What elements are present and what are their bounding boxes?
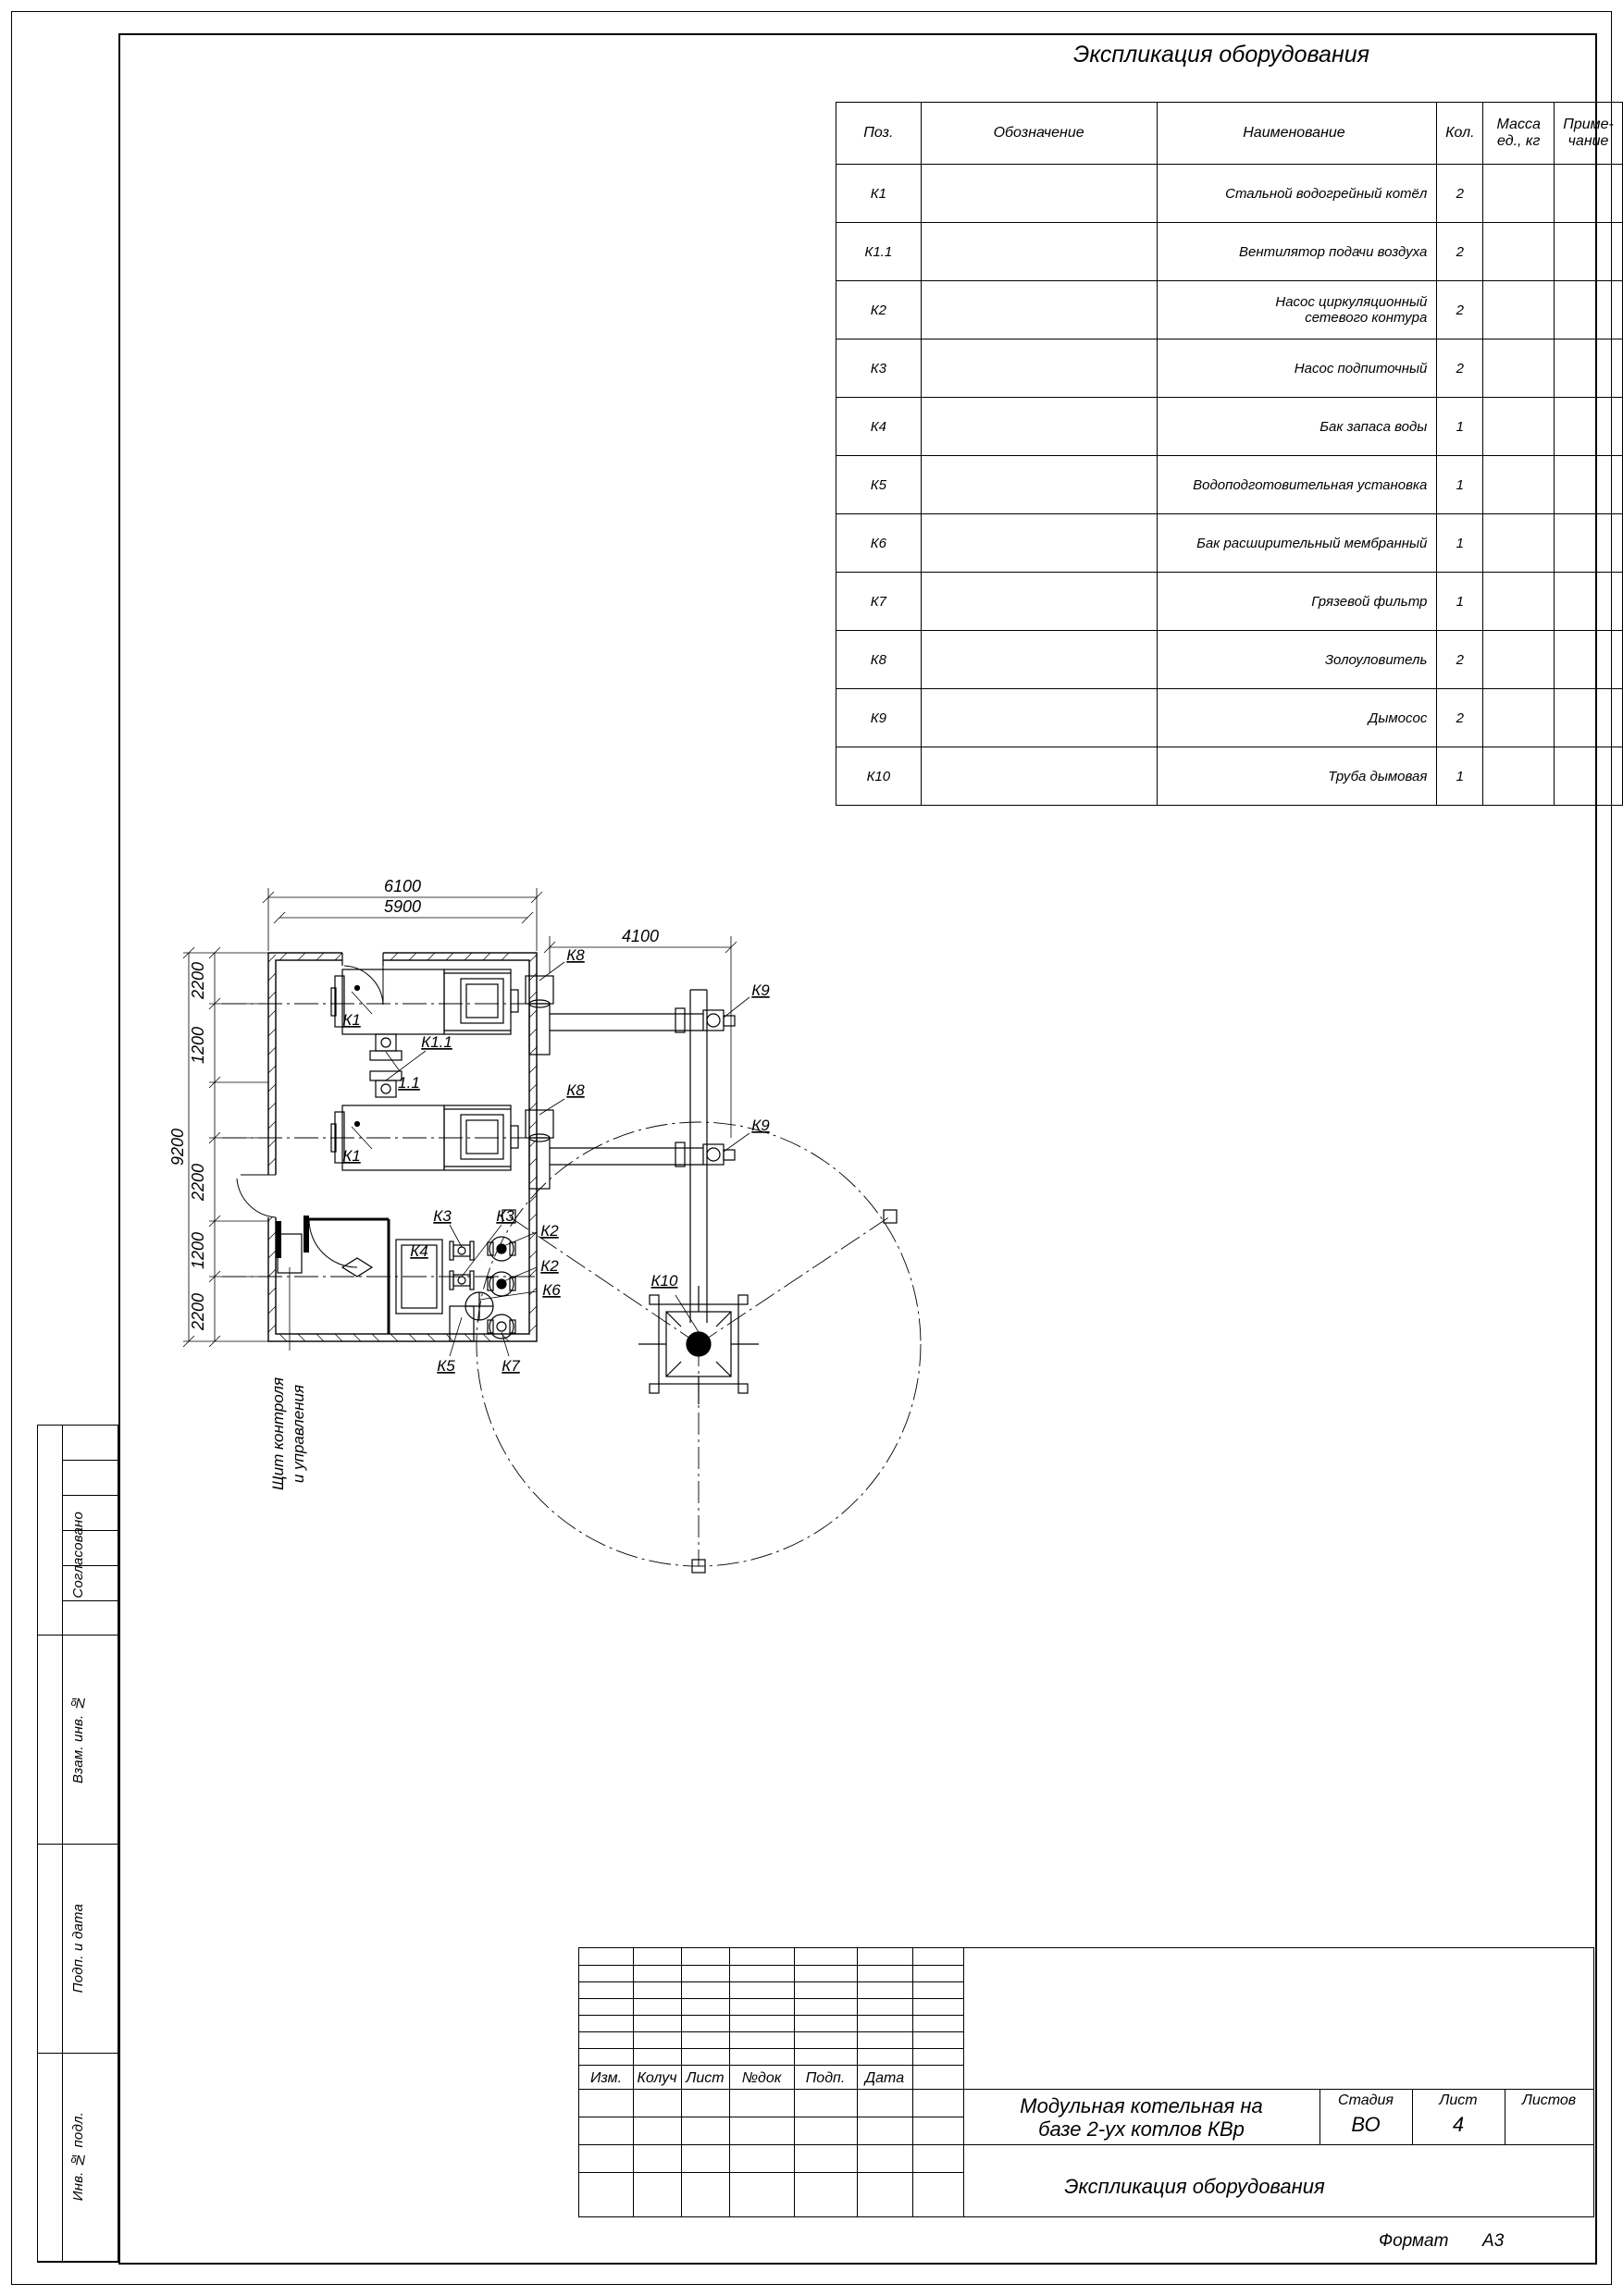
callout-k10: К10 [650,1272,678,1290]
dim-total-left: 9200 [168,1128,187,1167]
cell-mass [1483,456,1555,514]
tb-project-line2: базе 2-ух котлов КВр [1038,2117,1245,2141]
tb-sheet-label: Лист [1439,2092,1478,2108]
callout-k1-bottom: К1 [342,1147,361,1165]
cell-mass [1483,281,1555,339]
plan-svg [168,833,1434,1989]
cell-pos: К5 [836,456,922,514]
tb-col-list: Лист [686,2070,725,2086]
cell-name: Золоуловитель [1157,631,1437,689]
stamp-label-podp-data: Подп. и дата [69,1903,86,1994]
dim-right-span: 4100 [621,927,660,945]
cell-note [1555,281,1623,339]
cell-qty: 1 [1437,456,1483,514]
building-walls [237,951,537,1341]
cell-pos: К6 [836,514,922,573]
callout-k5: К5 [437,1357,455,1375]
cell-name: Вентилятор подачи воздуха [1157,223,1437,281]
tb-doc-name: Экспликация оборудования [1064,2175,1325,2198]
cell-pos: К2 [836,281,922,339]
th-pos: Поз. [836,103,922,165]
callout-k3-b: К3 [496,1207,514,1225]
cell-pos: К1.1 [836,223,922,281]
cell-qty: 1 [1437,573,1483,631]
tb-col-data: Дата [864,2070,905,2086]
cell-qty: 1 [1437,747,1483,806]
tb-col-ndok: №док [741,2070,782,2086]
callout-k2-a: К2 [540,1222,559,1240]
cell-note [1555,514,1623,573]
cell-note [1555,223,1623,281]
tb-col-izm: Изм. [589,2070,623,2086]
dim-top-inner: 5900 [383,897,422,916]
sheet-format [1379,2231,1504,2252]
cell-note [1555,573,1623,631]
axis-lines [222,1004,537,1277]
interior-partition [276,1216,389,1334]
cell-pos: К9 [836,689,922,747]
cell-pos: К3 [836,339,922,398]
equipment-table-title: Экспликация оборудования [1073,42,1369,68]
stamp-label-soglasovano: Согласовано [69,1512,86,1599]
cell-name: Водоподготовительная установка [1157,456,1437,514]
cell-mass [1483,747,1555,806]
table-row [836,223,1623,281]
cell-mass [1483,573,1555,631]
cell-oboz [921,223,1157,281]
cell-name: Дымосос [1157,689,1437,747]
callout-k6: К6 [542,1281,561,1299]
cell-pos: К10 [836,747,922,806]
cell-note [1555,689,1623,747]
cell-qty: 2 [1437,223,1483,281]
table-header-row [836,103,1623,165]
tb-sheet-value: 4 [1452,2113,1465,2136]
table-row [836,456,1623,514]
cell-name: Насос циркуляционный сетевого контура [1157,281,1437,339]
cell-pos: К1 [836,165,922,223]
cell-name: Бак запаса воды [1157,398,1437,456]
table-row [836,747,1623,806]
cell-mass [1483,514,1555,573]
table-row [836,398,1623,456]
stamp-label-vzam-inv: Взам. инв. № [69,1695,86,1784]
cell-name: Стальной водогрейный котёл [1157,165,1437,223]
boiler-house-plan [168,833,1434,1943]
cell-qty: 2 [1437,281,1483,339]
cell-oboz [921,631,1157,689]
tb-stage-label: Стадия [1338,2092,1394,2108]
cell-qty: 2 [1437,339,1483,398]
cell-oboz [921,339,1157,398]
tb-col-kol: Колуч [637,2070,677,2086]
cell-note [1555,631,1623,689]
callout-k8-top: К8 [566,946,585,964]
callout-k8-bottom: К8 [566,1081,585,1099]
cell-qty: 1 [1437,398,1483,456]
table-row [836,689,1623,747]
equipment-table [836,102,1623,806]
cell-note [1555,398,1623,456]
callout-k1-top: К1 [342,1011,361,1029]
cell-oboz [921,398,1157,456]
table-row [836,165,1623,223]
cell-qty: 2 [1437,631,1483,689]
dim-seg-1: 2200 [189,961,207,1000]
format-value: А3 [1482,2231,1505,2251]
cell-oboz [921,689,1157,747]
tb-stage-value: ВО [1351,2113,1381,2136]
cell-note [1555,456,1623,514]
ash-collector-k8-bottom [526,1110,735,1189]
cell-name: Грязевой фильтр [1157,573,1437,631]
cell-oboz [921,514,1157,573]
flue-collector-duct [690,990,707,1323]
cell-oboz [921,165,1157,223]
cell-oboz [921,747,1157,806]
cell-qty: 2 [1437,689,1483,747]
callout-k4: К4 [410,1242,428,1260]
ash-collector-k8-top [526,976,735,1055]
table-row [836,631,1623,689]
equipment-room [278,1234,515,1341]
cell-qty: 1 [1437,514,1483,573]
cell-mass [1483,165,1555,223]
label-control-panel-line2: и управления [290,1384,307,1484]
table-row [836,514,1623,573]
format-label: Формат [1379,2231,1449,2251]
cell-mass [1483,631,1555,689]
left-margin-stamp [37,1425,118,2263]
th-note: Приме- чание [1555,103,1623,165]
cell-mass [1483,398,1555,456]
th-oboz: Обозначение [921,103,1157,165]
cell-oboz [921,281,1157,339]
title-block [578,1947,1594,2217]
dim-seg-3: 2200 [189,1163,207,1202]
cell-note [1555,339,1623,398]
th-mass: Масса ед., кг [1483,103,1555,165]
cell-note [1555,747,1623,806]
cell-note [1555,165,1623,223]
cell-name: Труба дымовая [1157,747,1437,806]
cell-oboz [921,573,1157,631]
callout-k11-top: 1.1 [398,1074,420,1092]
table-row [836,281,1623,339]
dim-top-outer: 6100 [383,877,422,895]
cell-qty: 2 [1437,165,1483,223]
callout-k9-top: К9 [751,981,770,999]
table-row [836,573,1623,631]
table-row [836,339,1623,398]
cell-mass [1483,689,1555,747]
callout-k2-b: К2 [540,1257,559,1275]
cell-mass [1483,223,1555,281]
cell-name: Бак расширительный мембранный [1157,514,1437,573]
unit-k5 [450,1306,474,1341]
th-name: Наименование [1157,103,1437,165]
tb-sheets-label: Листов [1521,2092,1577,2108]
dim-seg-5: 2200 [189,1292,207,1331]
callout-k11-bottom: К1.1 [421,1033,452,1051]
callout-k7: К7 [502,1357,520,1375]
cell-name: Насос подпиточный [1157,339,1437,398]
th-qty: Кол. [1437,103,1483,165]
cell-mass [1483,339,1555,398]
dim-seg-2: 1200 [189,1026,207,1065]
cell-pos: К4 [836,398,922,456]
cell-oboz [921,456,1157,514]
cell-pos: К7 [836,573,922,631]
dim-seg-4: 1200 [189,1231,207,1270]
tb-project-line1: Модульная котельная на [1020,2094,1263,2117]
label-control-panel-line1: Щит контроля [269,1376,287,1491]
callout-k9-bottom: К9 [751,1117,770,1134]
stamp-label-inv-podl: Инв. № подл. [69,2112,86,2202]
cell-pos: К8 [836,631,922,689]
callout-k3-a: К3 [433,1207,452,1225]
tb-col-podp: Подп. [805,2070,846,2086]
